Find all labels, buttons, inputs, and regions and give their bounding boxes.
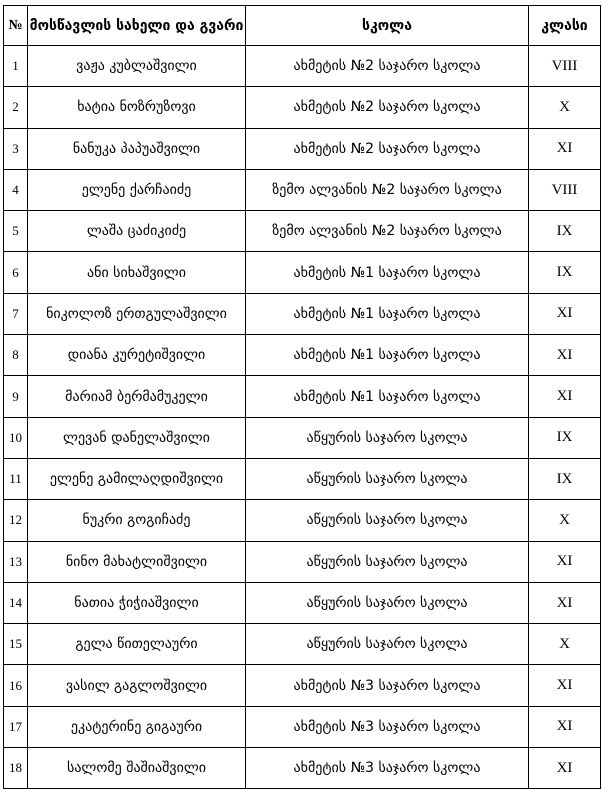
school-name: ახმეტის №1 საჯარო სკოლა [246, 252, 529, 293]
school-name: ახმეტის №1 საჯარო სკოლა [246, 335, 529, 376]
school-name: ახმეტის №2 საჯარო სკოლა [246, 128, 529, 169]
table-row [4, 335, 601, 376]
school-name: ახმეტის №3 საჯარო სკოლა [246, 706, 529, 747]
header-school: სკოლა [246, 6, 529, 46]
grade-value: X [529, 500, 601, 541]
student-name: ლაშა ცაძიკიძე [28, 211, 246, 252]
school-name: ახმეტის №1 საჯარო სკოლა [246, 293, 529, 334]
row-number: 11 [4, 458, 28, 499]
school-name: ახმეტის №2 საჯარო სკოლა [246, 46, 529, 87]
school-name: აწყურის საჯარო სკოლა [246, 624, 529, 665]
table-row [4, 582, 601, 623]
row-number: 7 [4, 293, 28, 334]
grade-value: XI [529, 293, 601, 334]
student-name: ნათია ჭიჭიაშვილი [28, 582, 246, 623]
grade-value: IX [529, 417, 601, 458]
student-name: მარიამ ბერმამუკელი [28, 376, 246, 417]
grade-value: IX [529, 252, 601, 293]
student-name: სალომე შაშიაშვილი [28, 748, 246, 789]
school-name: ზემო ალვანის №2 საჯარო სკოლა [246, 169, 529, 210]
table-row [4, 541, 601, 582]
student-name: ნანუკა პაპუაშვილი [28, 128, 246, 169]
student-name: ვასილ გაგლოშვილი [28, 665, 246, 706]
student-name: გელა წითელაური [28, 624, 246, 665]
school-name: ახმეტის №3 საჯარო სკოლა [246, 748, 529, 789]
grade-value: XI [529, 541, 601, 582]
row-number: 4 [4, 169, 28, 210]
student-name: ნიკოლოზ ერთგულაშვილი [28, 293, 246, 334]
table-row [4, 458, 601, 499]
table-row [4, 376, 601, 417]
header-row [4, 6, 601, 46]
table-row [4, 624, 601, 665]
table-row [4, 211, 601, 252]
table-row [4, 500, 601, 541]
school-name: აწყურის საჯარო სკოლა [246, 458, 529, 499]
header-grade: კლასი [529, 6, 601, 46]
header-number: № [4, 6, 28, 46]
grade-value: XI [529, 706, 601, 747]
grade-value: XI [529, 582, 601, 623]
row-number: 17 [4, 706, 28, 747]
grade-value: XI [529, 665, 601, 706]
table-row [4, 748, 601, 789]
grade-value: XI [529, 128, 601, 169]
table-row [4, 417, 601, 458]
school-name: აწყურის საჯარო სკოლა [246, 541, 529, 582]
grade-value: X [529, 624, 601, 665]
grade-value: XI [529, 335, 601, 376]
grade-value: X [529, 87, 601, 128]
school-name: ზემო ალვანის №2 საჯარო სკოლა [246, 211, 529, 252]
table-row [4, 706, 601, 747]
table-row [4, 665, 601, 706]
student-name: ელენე გამილაღდიშვილი [28, 458, 246, 499]
row-number: 15 [4, 624, 28, 665]
row-number: 8 [4, 335, 28, 376]
table-row [4, 169, 601, 210]
table-row [4, 293, 601, 334]
school-name: ახმეტის №1 საჯარო სკოლა [246, 376, 529, 417]
grade-value: XI [529, 748, 601, 789]
table-row [4, 87, 601, 128]
row-number: 1 [4, 46, 28, 87]
student-name: ლევან დანელაშვილი [28, 417, 246, 458]
student-name: ნინო მახატლიშვილი [28, 541, 246, 582]
header-student-name: მოსწავლის სახელი და გვარი [28, 6, 246, 46]
row-number: 3 [4, 128, 28, 169]
row-number: 14 [4, 582, 28, 623]
school-name: ახმეტის №3 საჯარო სკოლა [246, 665, 529, 706]
student-name: ვაჟა კუბლაშვილი [28, 46, 246, 87]
row-number: 10 [4, 417, 28, 458]
grade-value: IX [529, 211, 601, 252]
row-number: 6 [4, 252, 28, 293]
table-row [4, 128, 601, 169]
students-table [3, 5, 601, 789]
grade-value: IX [529, 458, 601, 499]
row-number: 12 [4, 500, 28, 541]
student-name: ელენე ქარჩაიძე [28, 169, 246, 210]
student-name: ნუკრი გოგიჩაძე [28, 500, 246, 541]
row-number: 18 [4, 748, 28, 789]
student-name: დიანა კურეტიშვილი [28, 335, 246, 376]
grade-value: VIII [529, 46, 601, 87]
school-name: აწყურის საჯარო სკოლა [246, 500, 529, 541]
school-name: აწყურის საჯარო სკოლა [246, 417, 529, 458]
grade-value: VIII [529, 169, 601, 210]
school-name: ახმეტის №2 საჯარო სკოლა [246, 87, 529, 128]
row-number: 5 [4, 211, 28, 252]
table-row [4, 252, 601, 293]
student-name: ხატია ნოზრუზოვი [28, 87, 246, 128]
grade-value: XI [529, 376, 601, 417]
student-name: ეკატერინე გიგაური [28, 706, 246, 747]
row-number: 9 [4, 376, 28, 417]
school-name: აწყურის საჯარო სკოლა [246, 582, 529, 623]
row-number: 2 [4, 87, 28, 128]
row-number: 13 [4, 541, 28, 582]
table-row [4, 46, 601, 87]
row-number: 16 [4, 665, 28, 706]
student-name: ანი სიხაშვილი [28, 252, 246, 293]
